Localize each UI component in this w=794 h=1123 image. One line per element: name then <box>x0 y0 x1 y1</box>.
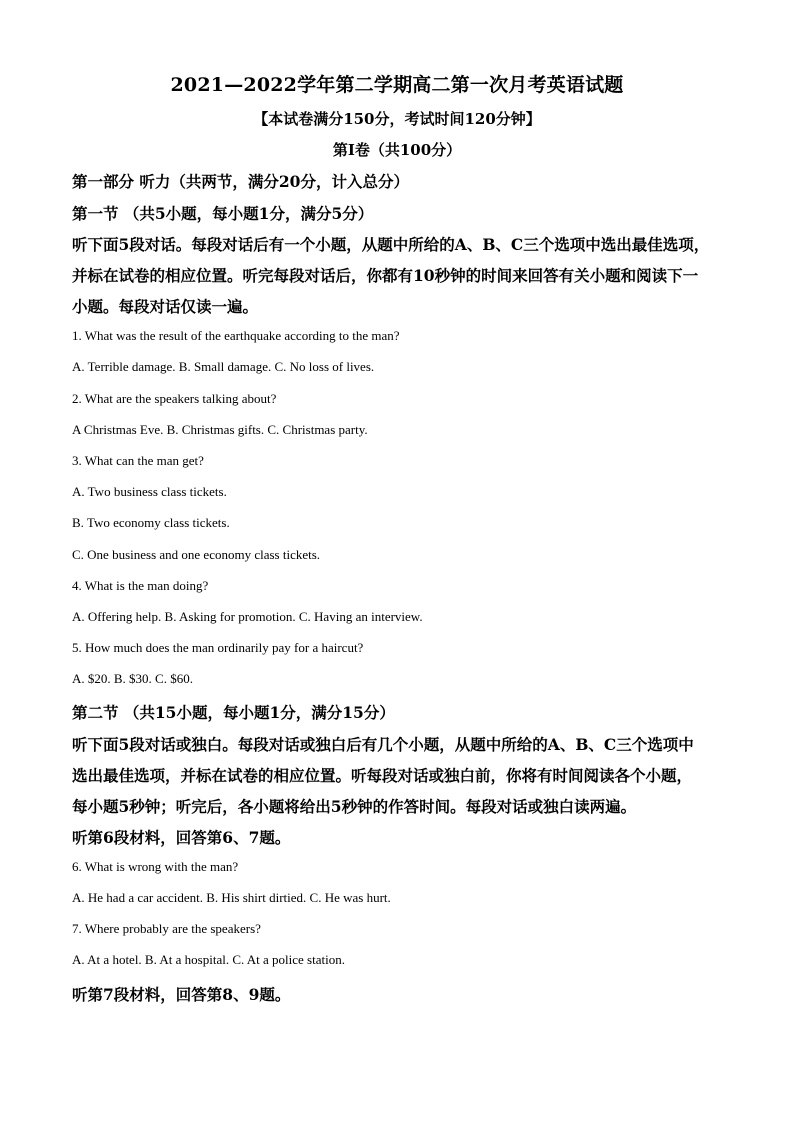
question: 3. What can the man get? <box>72 453 204 468</box>
material-heading: 听第6段材料，回答第6、7题。 <box>72 828 291 847</box>
answer-option: A. Two business class tickets. <box>72 484 227 499</box>
exam-info: 【本试卷满分150分，考试时间120分钟】 <box>253 110 541 128</box>
question: 7. Where probably are the speakers? <box>72 921 261 936</box>
instruction-line: 选出最佳选项，并标在试卷的相应位置。听每段对话或独白前，你将有时间阅读各个小题， <box>72 766 693 785</box>
instruction-line: 并标在试卷的相应位置。听完每段对话后，你都有10秒钟的时间来回答有关小题和阅读下一 <box>72 266 699 285</box>
part-heading: 第一部分 听力（共两节，满分20分，计入总分） <box>72 172 409 191</box>
instruction-line: 每小题5秒钟；听完后，各小题将给出5秒钟的作答时间。每段对话或独白读两遍。 <box>72 797 637 816</box>
answer-options: A. Offering help. B. Asking for promotion. C. Having an interview. <box>72 609 423 624</box>
answer-options: A Christmas Eve. B. Christmas gifts. C. Christmas party. <box>72 422 368 437</box>
material-heading: 听第7段材料，回答第8、9题。 <box>72 985 291 1004</box>
answer-option: C. One business and one economy class tickets. <box>72 547 321 562</box>
question: 5. How much does the man ordinarily pay for a haircut? <box>72 640 364 655</box>
answer-options: A. At a hotel. B. At a hospital. C. At a police station. <box>72 952 345 967</box>
section-heading: 第二节 （共15小题，每小题1分，满分15分） <box>72 703 395 722</box>
instruction-line: 小题。每段对话仅读一遍。 <box>72 297 259 316</box>
answer-option: B. Two economy class tickets. <box>72 515 230 530</box>
page-title: 2021—2022学年第二学期高二第一次月考英语试题 <box>170 74 624 96</box>
question: 2. What are the speakers talking about? <box>72 391 277 406</box>
question: 1. What was the result of the earthquake according to the man? <box>72 328 400 343</box>
question: 6. What is wrong with the man? <box>72 859 239 874</box>
volume-heading: 第I卷（共100分） <box>332 141 462 159</box>
answer-options: A. Terrible damage. B. Small damage. C. No loss of lives. <box>72 359 375 374</box>
answer-options: A. $20. B. $30. C. $60. <box>72 671 193 686</box>
question: 4. What is the man doing? <box>72 578 209 593</box>
instruction-line: 听下面5段对话。每段对话后有一个小题，从题中所给的A、B、C三个选项中选出最佳选项， <box>72 235 710 254</box>
section-heading: 第一节 （共5小题，每小题1分，满分5分） <box>72 204 374 223</box>
instruction-line: 听下面5段对话或独白。每段对话或独白后有几个小题，从题中所给的A、B、C三个选项中 <box>72 735 694 754</box>
answer-options: A. He had a car accident. B. His shirt dirtied. C. He was hurt. <box>72 890 391 905</box>
